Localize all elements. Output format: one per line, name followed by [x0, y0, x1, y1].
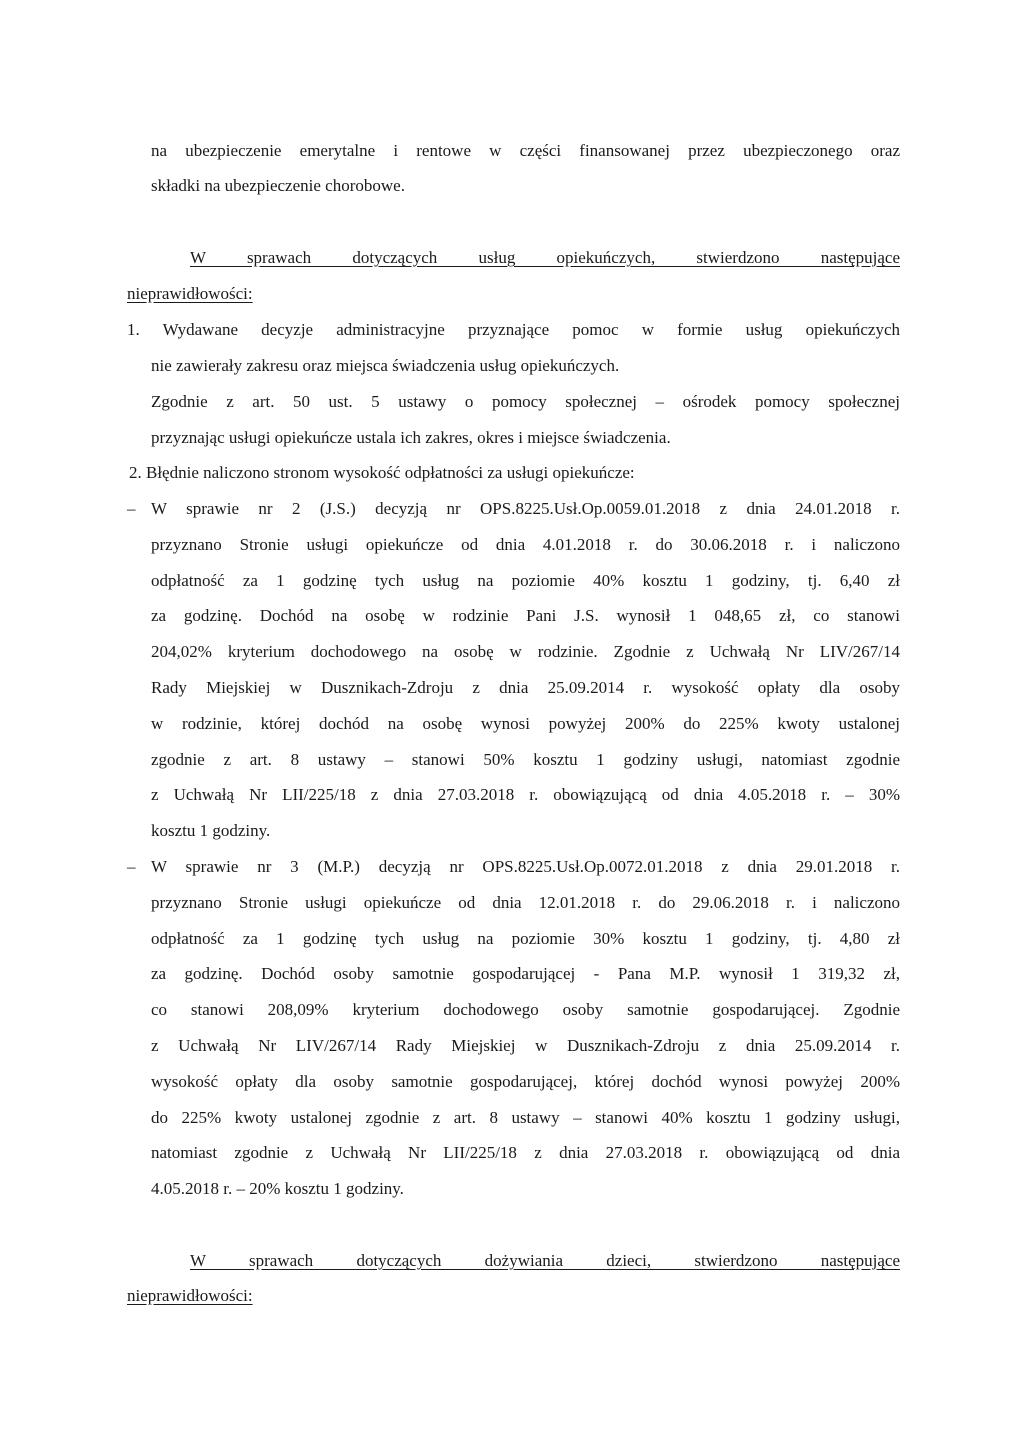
item-1-line-4: przyznając usługi opiekuńcze ustala ich zakres, okres i miejsce świadczenia.	[151, 428, 671, 447]
case-2-line: kosztu 1 godziny.	[151, 821, 271, 840]
case-3-line: przyznano Stronie usługi opiekuńcze od dnia 12.01.2018 r. do 29.06.2018 r. i naliczono	[151, 893, 900, 912]
case-3-line: wysokość opłaty dla osoby samotnie gospodarującej, której dochód wynosi powyżej 200%	[151, 1072, 900, 1091]
case-2-line: za godzinę. Dochód na osobę w rodzinie Pani J.S. wynosił 1 048,65 zł, co stanowi	[151, 606, 900, 625]
case-3-line: W sprawie nr 3 (M.P.) decyzją nr OPS.8225.Usł.Op.0072.01.2018 z dnia 29.01.2018 r.	[151, 857, 900, 876]
case-2-dash: –	[127, 499, 136, 518]
case-2-line: Rady Miejskiej w Dusznikach-Zdroju z dnia 25.09.2014 r. wysokość opłaty dla osoby	[151, 678, 900, 697]
case-2-line: zgodnie z art. 8 ustawy – stanowi 50% kosztu 1 godziny usługi, natomiast zgodnie	[151, 750, 900, 769]
case-2-line: z Uchwałą Nr LII/225/18 z dnia 27.03.2018 r. obowiązującą od dnia 4.05.2018 r. – 30%	[151, 785, 900, 804]
item-1-line-3: Zgodnie z art. 50 ust. 5 ustawy o pomocy społecznej – ośrodek pomocy społecznej	[151, 392, 900, 411]
care-section-heading-cont: nieprawidłowości:	[127, 284, 253, 303]
care-section-heading: W sprawach dotyczących usług opiekuńczych, stwierdzono następujące	[190, 248, 900, 267]
case-2-line: 204,02% kryterium dochodowego na osobę w rodzinie. Zgodnie z Uchwałą Nr LIV/267/14	[151, 642, 900, 661]
case-3-line: za godzinę. Dochód osoby samotnie gospodarującej - Pana M.P. wynosił 1 319,32 zł,	[151, 964, 900, 983]
case-3-line: 4.05.2018 r. – 20% kosztu 1 godziny.	[151, 1179, 404, 1198]
item-1-line-1: 1. Wydawane decyzje administracyjne przyznające pomoc w formie usług opiekuńczych	[127, 320, 900, 339]
case-3-line: z Uchwałą Nr LIV/267/14 Rady Miejskiej w Dusznikach-Zdroju z dnia 25.09.2014 r.	[151, 1036, 900, 1055]
item-2-line-1: 2. Błędnie naliczono stronom wysokość odpłatności za usługi opiekuńcze:	[129, 463, 635, 482]
case-3-dash: –	[127, 857, 136, 876]
meals-section-heading-cont: nieprawidłowości:	[127, 1286, 253, 1305]
case-2-line: odpłatność za 1 godzinę tych usług na poziomie 40% kosztu 1 godziny, tj. 6,40 zł	[151, 571, 900, 590]
intro-line-1: na ubezpieczenie emerytalne i rentowe w części finansowanej przez ubezpieczonego oraz	[151, 141, 900, 160]
case-3-line: do 225% kwoty ustalonej zgodnie z art. 8 ustawy – stanowi 40% kosztu 1 godziny usługi,	[151, 1108, 900, 1127]
intro-line-2: składki na ubezpieczenie chorobowe.	[151, 176, 405, 195]
meals-section-heading: W sprawach dotyczących dożywiania dzieci, stwierdzono następujące	[190, 1251, 900, 1270]
case-2-line: w rodzinie, której dochód na osobę wynosi powyżej 200% do 225% kwoty ustalonej	[151, 714, 900, 733]
item-1-line-2: nie zawierały zakresu oraz miejsca świadczenia usług opiekuńczych.	[151, 356, 620, 375]
case-2-line: przyznano Stronie usługi opiekuńcze od dnia 4.01.2018 r. do 30.06.2018 r. i naliczono	[151, 535, 900, 554]
case-2-line: W sprawie nr 2 (J.S.) decyzją nr OPS.8225.Usł.Op.0059.01.2018 z dnia 24.01.2018 r.	[151, 499, 900, 518]
case-3-line: natomiast zgodnie z Uchwałą Nr LII/225/18 z dnia 27.03.2018 r. obowiązującą od dnia	[151, 1143, 900, 1162]
case-3-line: odpłatność za 1 godzinę tych usług na poziomie 30% kosztu 1 godziny, tj. 4,80 zł	[151, 929, 900, 948]
case-3-line: co stanowi 208,09% kryterium dochodowego osoby samotnie gospodarującej. Zgodnie	[151, 1000, 900, 1019]
